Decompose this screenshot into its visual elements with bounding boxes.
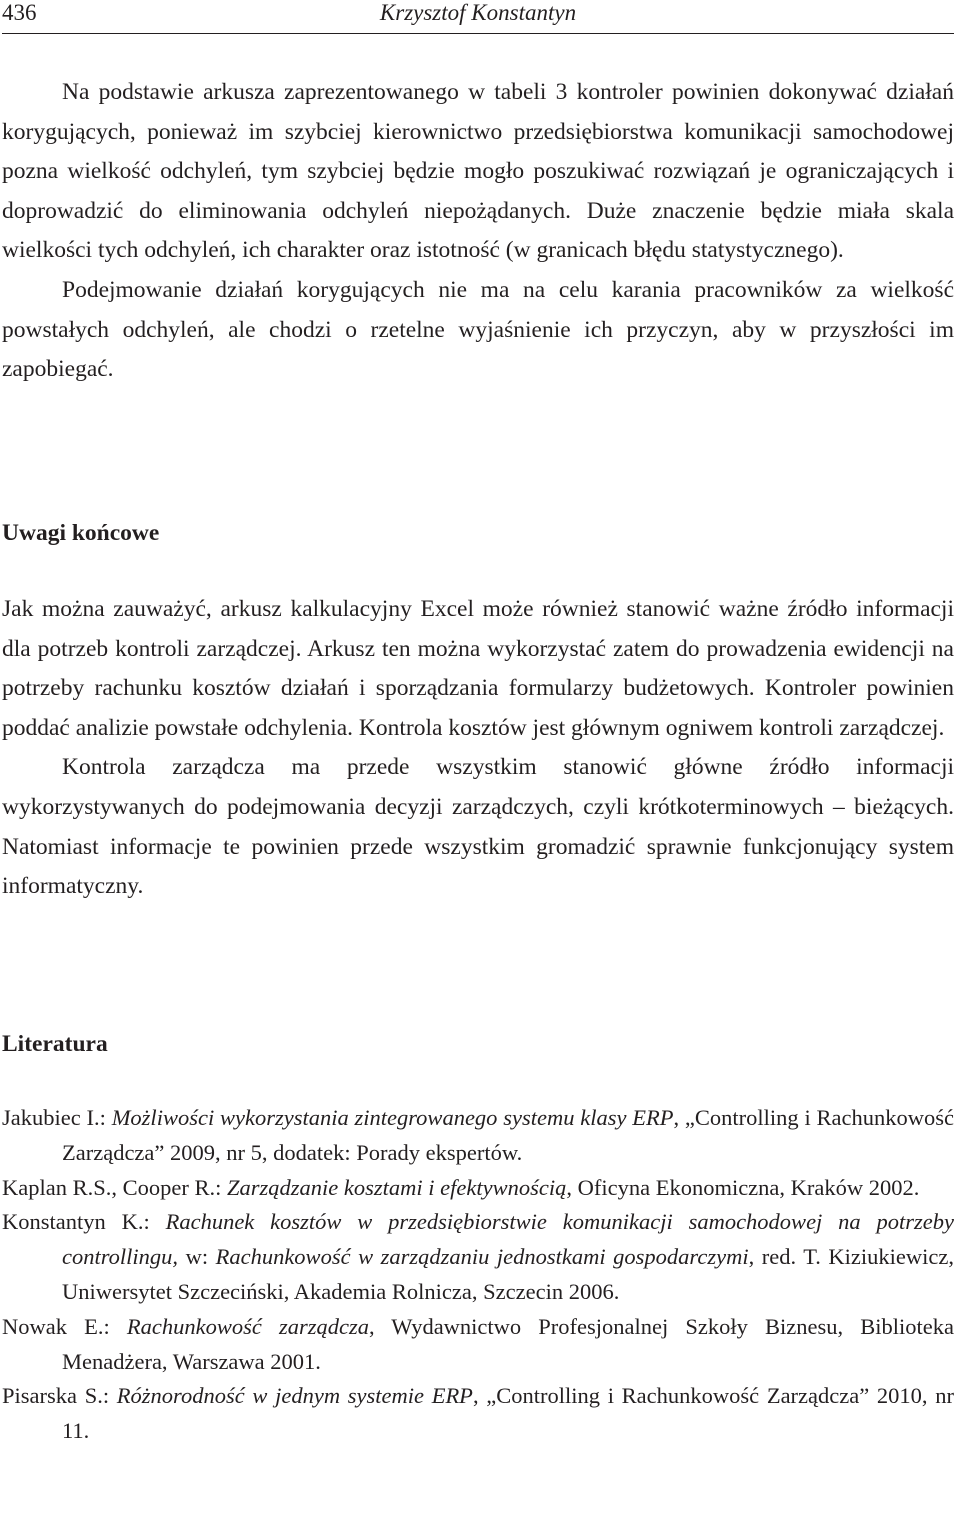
header-rule	[2, 33, 954, 34]
reference-title: Rachunkowość zarządcza	[126, 1313, 369, 1339]
reference-item	[2, 1379, 954, 1449]
reference-item	[2, 1205, 954, 1309]
reference-details: , „Controlling i Rachunkowość Zarządcza” 2009, nr 5, dodatek: Porady ekspertów.	[62, 1105, 954, 1165]
reference-author: Pisarska S.:	[2, 1383, 117, 1409]
reference-list	[2, 1101, 954, 1449]
body-paragraph: Jak można zauważyć, arkusz kalkulacyjny Excel może również stanowić ważne źródło informacji dla potrzeb kontroli zarządczej. Arkusz ten można wykorzystać zatem do prowadzenia ewidencji na potrzeby rachunku kosztów działań i sporządzania formularzy budżetowych. Kontroler powinien poddać analizie powstałe odchylenia. Kontrola kosztów jest głównym ogniwem kontroli zarządczej.	[2, 596, 954, 741]
reference-title: Różnorodność w jednym systemie ERP	[116, 1383, 473, 1409]
reference-details: , „Controlling i Rachunkowość Zarządcza” 2010, nr 11.	[62, 1383, 954, 1444]
reference-author: Kaplan R.S., Cooper R.:	[2, 1174, 227, 1200]
reference-details: , Oficyna Ekonomiczna, Kraków 2002.	[566, 1174, 920, 1200]
uwagi-text-block	[2, 590, 954, 907]
reference-item	[2, 1101, 954, 1171]
reference-title: Możliwości wykorzystania zintegrowanego systemu klasy ERP	[111, 1105, 674, 1130]
reference-title: Rachunek kosztów w przedsiębiorstwie komunikacji samochodowej na potrzeby controllingu,	[62, 1209, 955, 1270]
reference-item	[2, 1171, 954, 1206]
reference-author: Nowak E.:	[2, 1313, 127, 1339]
reference-author: Konstantyn K.:	[2, 1209, 166, 1235]
reference-details: , red. T. Kiziukiewicz, Uniwersytet Szczeciński, Akademia Rolnicza, Szczecin 2006.	[62, 1244, 954, 1304]
body-paragraph: Podejmowanie działań korygujących nie ma na celu karania pracowników za wielkość powstałych odchyleń, ale chodzi o rzetelne wyjaśnienie ich przyczyn, aby w przyszłości im zapobiegać.	[2, 276, 954, 383]
reference-connector: w:	[178, 1244, 216, 1270]
page-number: 436	[2, 0, 37, 25]
reference-book-title: Rachunkowość w zarządzaniu jednostkami gospodarczymi	[215, 1244, 749, 1270]
running-head-author: Krzysztof Konstantyn	[379, 0, 577, 25]
reference-title: Zarządzanie kosztami i efektywnością	[227, 1174, 567, 1200]
reference-details: , Wydawnictwo Profesjonalnej Szkoły Biznesu, Biblioteka Menadżera, Warszawa 2001.	[62, 1313, 954, 1374]
section-heading-literatura: Literatura	[2, 1031, 108, 1057]
body-text-block	[2, 73, 954, 390]
reference-author: Jakubiec I.:	[2, 1105, 112, 1130]
reference-item	[2, 1310, 954, 1380]
body-paragraph: Kontrola zarządcza ma przede wszystkim stanowić główne źródło informacji wykorzystywanych do podejmowania decyzji zarządczych, czyli krótkoterminowych – bieżących. Natomiast informacje te powinien przede wszystkim gromadzić sprawnie funkcjonujący system informatyczny.	[2, 754, 954, 900]
running-head	[2, 0, 954, 30]
section-heading-uwagi: Uwagi końcowe	[2, 520, 160, 546]
body-paragraph: Na podstawie arkusza zaprezentowanego w tabeli 3 kontroler powinien dokonywać działań korygujących, ponieważ im szybciej kierownictwo przedsiębiorstwa komunikacji samochodowej pozna wielkość odchyleń, tym szybciej będzie mogło poszukiwać rozwiązań je ograniczających i doprowadzić do eliminowania odchyleń niepożądanych. Duże znaczenie będzie miała skala wielkości tych odchyleń, ich charakter oraz istotność (w granicach błędu statystycznego).	[2, 79, 954, 264]
